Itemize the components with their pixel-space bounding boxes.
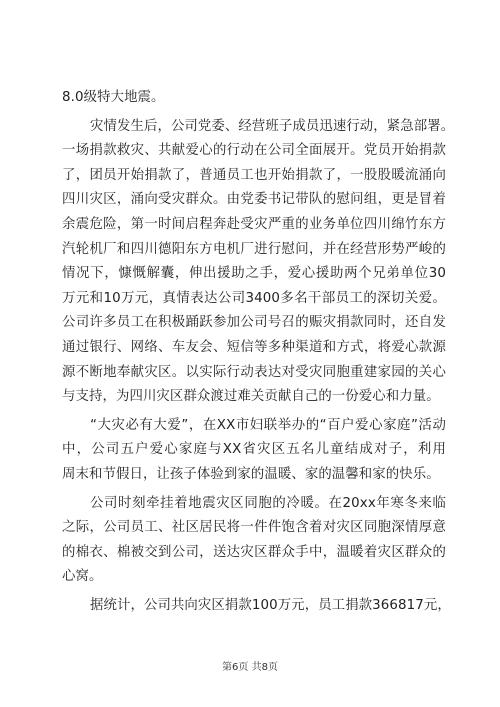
text-line: 心窝。 <box>62 569 103 585</box>
text-line: 8.0级特大地震。 <box>62 90 165 105</box>
text-line: 周末和节假日，让孩子体验到家的温暖、家的温馨和家的快乐。 <box>62 466 440 482</box>
paragraph <box>62 414 446 488</box>
text-line: 万元和10万元，真情表达公司3400多名干部员工的深切关爱。 <box>62 290 446 306</box>
text-line: 一场捐款救灾、共献爱心的行动在公司全面展开。党员开始捐款 <box>62 143 446 159</box>
text-line: 情况下，慷慨解囊，伸出援助之手，爱心援助两个兄弟单位30 <box>62 266 446 282</box>
text-line: 四川灾区，涌向受灾群众。由党委书记带队的慰问组，更是冒着 <box>62 192 446 208</box>
text-line: 的棉衣、棉被交到公司，送达灾区群众手中，温暖着灾区群众的 <box>62 544 446 560</box>
text-line: “大灾必有大爱”，在XX市妇联举办的“百户爱心家庭”活动 <box>90 417 446 433</box>
document-body <box>62 86 455 618</box>
text-line: 了，团员开始捐款了，普通员工也开始捐款了，一股股暖流涌向 <box>62 167 446 183</box>
text-line: 中，公司五户爱心家庭与XX省灾区五名儿童结成对子，利用 <box>62 442 446 458</box>
text-line: 灾情发生后，公司党委、经营班子成员迅速行动，紧急部署。 <box>90 118 455 134</box>
text-line: 与支持，为四川灾区群众渡过难关贡献自己的一份爱心和力量。 <box>62 389 440 405</box>
text-line: 源不断地奉献灾区。以实际行动表达对受灾同胞重建家园的关心 <box>62 364 446 380</box>
text-line: 据统计，公司共向灾区捐款100万元，员工捐款366817元， <box>90 597 451 613</box>
text-line: 公司许多员工在积极踊跃参加公司号召的赈灾捐款同时，还自发 <box>62 315 446 331</box>
page-footer: 第6页 共8页 <box>222 662 278 673</box>
text-line: 汽轮机厂和四川德阳东方电机厂进行慰问，并在经营形势严峻的 <box>62 241 446 257</box>
paragraph <box>62 492 446 590</box>
paragraph <box>62 594 451 619</box>
text-line: 通过银行、网络、车友会、短信等多种渠道和方式，将爱心款源 <box>62 339 446 355</box>
paragraph <box>62 86 446 111</box>
text-line: 余震危险，第一时间启程奔赴受灾严重的业务单位四川绵竹东方 <box>62 216 446 232</box>
paragraph <box>62 115 455 410</box>
text-line: 之际，公司员工、社区居民将一件件饱含着对灾区同胞深情厚意 <box>62 520 446 536</box>
text-line: 公司时刻牵挂着地震灾区同胞的冷暖。在20xx年寒冬来临 <box>90 495 446 511</box>
